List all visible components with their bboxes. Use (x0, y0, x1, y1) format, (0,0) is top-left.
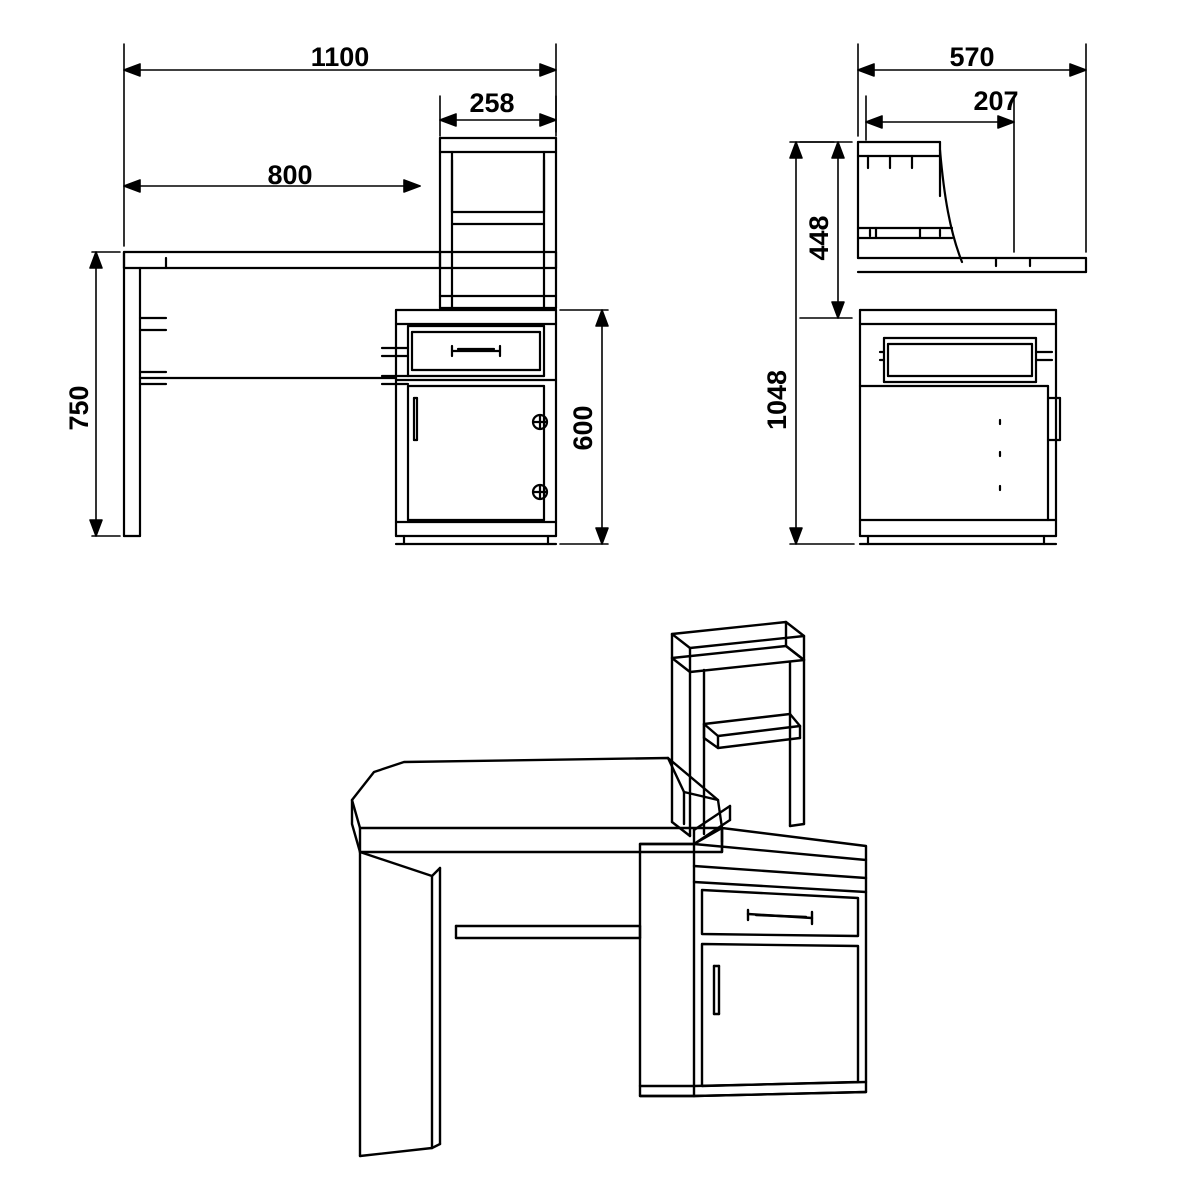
dim-width-overall: 1100 (310, 42, 370, 72)
front-elevation-geometry (124, 138, 556, 544)
side-dimension-lines (790, 44, 1086, 544)
front-dimension-lines (90, 44, 608, 544)
dim-desk-height: 750 (64, 385, 94, 431)
dim-total-height: 1048 (762, 369, 792, 431)
isometric-geometry (352, 622, 866, 1156)
side-elevation-geometry (858, 142, 1086, 544)
dim-hutch-height: 448 (804, 215, 834, 261)
dim-desktop-width: 800 (267, 160, 313, 190)
dim-hutch-depth: 207 (973, 86, 1019, 116)
dim-hutch-width: 258 (469, 88, 515, 118)
dim-pedestal-height: 600 (568, 405, 598, 451)
dim-depth-overall: 570 (949, 42, 995, 72)
